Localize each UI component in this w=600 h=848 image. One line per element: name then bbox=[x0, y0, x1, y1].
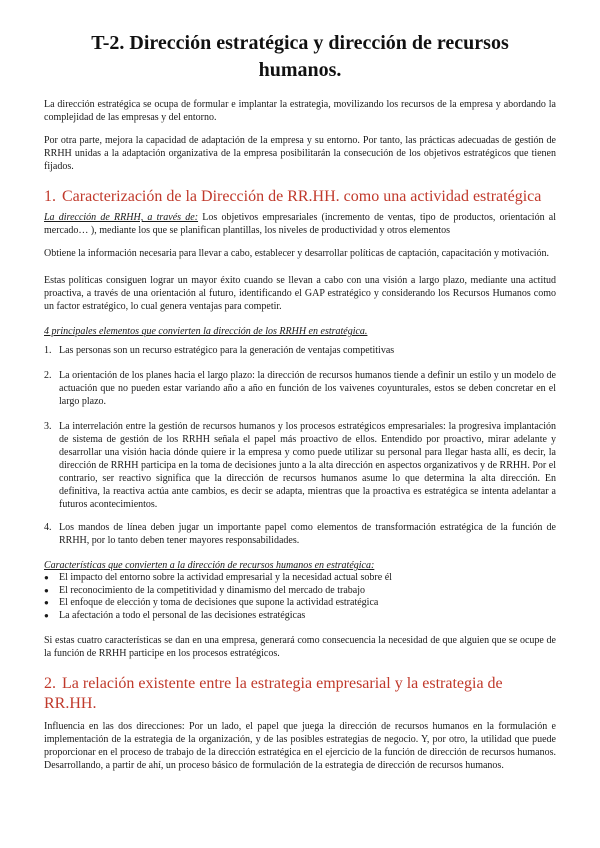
list-1-heading: 4 principales elementos que convierten la dirección de los RRHH en estratégica. bbox=[44, 326, 368, 337]
document-title bbox=[44, 30, 556, 84]
section-1-paragraph-1-text: Los objetivos empresariales (incremento de ventas, tipo de productos, orientación al mercado… ), mediante los que se planifican plantillas, los niveles de productividad y otros elementos bbox=[44, 212, 557, 236]
section-2-paragraph-1: Influencia en las dos direcciones: Por un lado, el papel que juega la dirección de recursos humanos en la formulación e implementación de la estrategia de la organización, y de las posibles estrategias de negocio. Y, por otro, la utilidad que puede proporcionar en el proceso de trabajo de la dirección estratégica en el ejercicio de la función de dirección de recursos humanos. Desarrollando, a partir de ahí, un proceso básico de formulación de la estrategia de dirección de recursos humanos. bbox=[44, 721, 556, 771]
section-2-number: 2. bbox=[44, 675, 56, 692]
bullet-item bbox=[44, 610, 556, 623]
bullet-dot-icon: ● bbox=[44, 585, 49, 595]
list-item bbox=[44, 521, 556, 547]
bullet-item bbox=[44, 572, 556, 585]
section-1-paragraph-2: Obtiene la información necesaria para llevar a cabo, establecer y desarrollar políticas de captación, capacitación y motivación. bbox=[44, 248, 550, 259]
bullet-item-text: El enfoque de elección y toma de decisiones que supone la actividad estratégica bbox=[59, 597, 379, 608]
section-2-heading-text: La relación existente entre la estrategia empresarial y la estrategia de RR.HH. bbox=[44, 675, 503, 712]
section-1-paragraph-1-lead: La dirección de RRHH, a través de: bbox=[44, 212, 199, 223]
bullet-item bbox=[44, 585, 556, 598]
section-1-paragraph-4: Si estas cuatro características se dan en una empresa, generará como consecuencia la necesidad de que alguien que se ocupe de la función de RRHH participe en los procesos estratégicos. bbox=[44, 635, 556, 659]
intro-paragraph-2: Por otra parte, mejora la capacidad de adaptación de la empresa y su entorno. Por tanto, las prácticas adecuadas de gestión de RRHH unidas a la adaptación organizativa de la empresa posibilitarán la consecución de los objetivos estratégicos que tienen fijados. bbox=[44, 135, 556, 172]
bullet-list bbox=[44, 572, 556, 622]
list-item-number: 4. bbox=[44, 522, 52, 533]
list-item-text: La orientación de los planes hacia el largo plazo: la dirección de recursos humanos tiende a definir un estilo y un modelo de actuación que no pueden estar variando año a año en función de los vaivenes coyunturales, estos se deben concretar en el largo plazo. bbox=[59, 370, 556, 407]
title-line-1: T-2. Dirección estratégica y dirección de recursos bbox=[91, 32, 509, 54]
list-item-number: 3. bbox=[44, 421, 52, 432]
list-item-number: 2. bbox=[44, 370, 52, 381]
list-item-text: Los mandos de línea deben jugar un importante papel como elementos de transformación estratégica de la función de RRHH, por lo tanto deben tener mayores responsabilidades. bbox=[59, 522, 556, 546]
document-page bbox=[44, 30, 556, 772]
list-item bbox=[44, 420, 556, 511]
bullet-item-text: La afectación a todo el personal de las decisiones estratégicas bbox=[59, 609, 306, 621]
list-item-text: La interrelación entre la gestión de recursos humanos y los procesos estratégicos empresariales: la progresiva implantación de sistema de gestión de los RRHH señala el papel más proactivo de ellos. Entendido por proactivo, mirar adelante y desarrollar una visión hacia dónde quiere ir la empresa y como puede utilizar su personal para llegar hasta allí, es decir, la dirección de RRHH participa en la toma de decisiones junto a la alta dirección en aspectos organizativos y de RRHH. Por el contrario, ser reactivo significa que la dirección de recursos humanos asume lo que determina la alta dirección. En definitiva, la reactiva actúa ante cambios, es decir se adapta, mientras que la proactiva es estratégica se intenta adelantar a futuros acontecimientos. bbox=[59, 421, 556, 510]
bullet-item-text: El impacto del entorno sobre la actividad empresarial y la necesidad actual sobre él bbox=[59, 572, 392, 583]
section-1-heading bbox=[44, 187, 556, 207]
list-item-text: Las personas son un recurso estratégico para la generación de ventajas competitivas bbox=[59, 345, 395, 356]
bullet-item-text: El reconocimiento de la competitividad y dinamismo del mercado de trabajo bbox=[59, 584, 366, 596]
numbered-list bbox=[44, 344, 556, 547]
bullet-dot-icon: ● bbox=[44, 598, 49, 607]
section-2-heading bbox=[44, 674, 556, 714]
list-item bbox=[44, 369, 556, 408]
section-1-heading-text: Caracterización de la Dirección de RR.HH. como una actividad estratégica bbox=[62, 188, 542, 205]
bullet-item bbox=[44, 597, 556, 610]
intro-paragraph-1: La dirección estratégica se ocupa de formular e implantar la estrategia, movilizando los recursos de la empresa y abordando la complejidad de las empresas y del entorno. bbox=[44, 99, 556, 123]
list-item-number: 1. bbox=[44, 345, 52, 356]
list-item bbox=[44, 344, 556, 357]
bullet-dot-icon: ● bbox=[44, 573, 49, 582]
section-1-paragraph-1 bbox=[44, 211, 556, 237]
list-2-heading: Características que convierten a la dirección de recursos humanos en estratégica: bbox=[44, 560, 375, 571]
title-line-2: humanos. bbox=[258, 59, 342, 81]
section-1-number: 1. bbox=[44, 188, 56, 205]
bullet-dot-icon: ● bbox=[44, 610, 49, 620]
section-1-paragraph-3: Estas políticas consiguen lograr un mayor éxito cuando se llevan a cabo con una visión a largo plazo, mediante una actitud proactiva, a través de una orientación al futuro, identificando el GAP estratégico y considerando los Recursos Humanos como un factor estratégico, lo cual genera ventajas para competir. bbox=[44, 275, 556, 312]
